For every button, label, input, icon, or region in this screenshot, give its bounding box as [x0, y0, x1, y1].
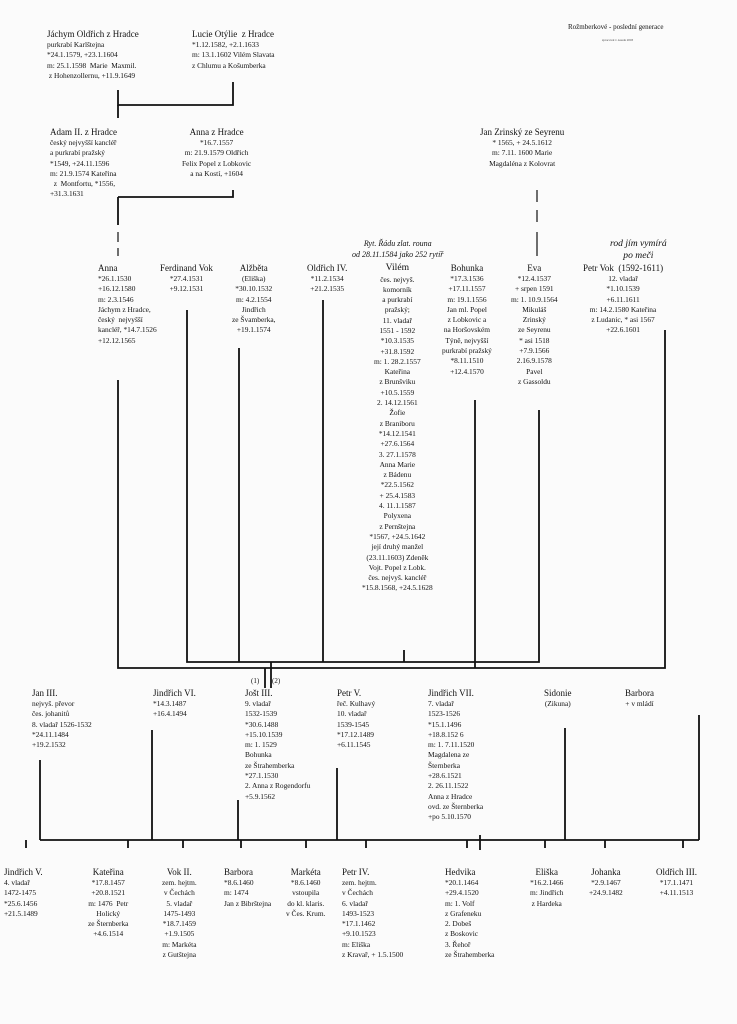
person-detail-line: komorník: [382, 284, 412, 294]
person-detail-line: čes. johanitů: [32, 709, 70, 719]
person-jindrich-v: [4, 866, 43, 919]
person-name: Bohunka: [450, 263, 484, 273]
person-detail-line: *22.5.1562: [380, 480, 414, 490]
person-detail-line: +10.5.1559: [380, 387, 415, 397]
person-detail-line: z Kravař, + 1.5.1500: [342, 950, 404, 960]
person-detail-line: Anna z Hradce: [428, 791, 473, 801]
person-name: Jindřich VII.: [428, 688, 474, 698]
person-detail-line: z Boskovic: [445, 929, 479, 939]
person-detail-line: kancléř, *14.7.1526: [98, 325, 157, 335]
person-detail-line: a na Kostí, +1604: [190, 168, 243, 178]
person-detail-line: +20.8.1521: [91, 888, 126, 898]
person-detail-line: Jan z Bibrštejna: [224, 898, 272, 908]
person-detail-line: z Chlumu a Košumberka: [192, 60, 266, 70]
person-name: Barbora: [625, 688, 654, 698]
person-detail-line: 11. vladař: [382, 315, 412, 325]
person-detail-line: m: 2.3.1546: [98, 294, 134, 304]
person-detail-line: (Zikuna): [544, 699, 571, 708]
person-name: Jan Zrinský ze Seyrenu: [480, 127, 565, 137]
person-detail-line: Jáchym z Hradce,: [98, 304, 151, 314]
person-detail-line: 1493-1523: [342, 908, 375, 918]
person-anna: [98, 262, 157, 346]
person-name: Eliška: [535, 867, 558, 877]
page-header-subtitle: zpracoval v. kouda 2003: [602, 38, 634, 42]
person-detail-line: 12. vladař: [608, 274, 638, 283]
person-detail-line: *12.4.1537: [517, 274, 551, 283]
person-jachym-oldrich: [47, 28, 139, 81]
order-annotation: Ryt. Řádu zlat. rouna od 28.11.1584 jako 252 rytíř: [352, 239, 444, 259]
person-detail-line: český nejvyšší kancléř: [50, 138, 117, 147]
person-detail-line: z Braniboru: [379, 418, 415, 428]
person-detail-line: *10.3.1535: [380, 336, 414, 346]
person-detail-line: *15.8.1568, +24.5.1628: [362, 583, 433, 593]
person-detail-line: Jan ml. Popel: [446, 304, 487, 314]
person-jindrich-vii: [428, 687, 483, 823]
person-detail-line: zem. hejtm.: [342, 878, 377, 887]
person-detail-line: +5.9.1562: [245, 791, 276, 801]
person-detail-line: *16.7.1557: [199, 138, 234, 147]
person-detail-line: Pavel: [526, 366, 543, 376]
person-detail-line: *17.8.1457: [91, 878, 125, 887]
person-detail-line: +12.12.1565: [98, 335, 136, 345]
person-detail-line: 10. vladař: [337, 709, 367, 719]
person-name: Jindřich VI.: [153, 688, 196, 698]
person-detail-line: +31.8.1592: [380, 346, 415, 356]
person-detail-line: Kateřina: [384, 367, 411, 377]
person-detail-line: Polyxena: [383, 511, 412, 521]
person-detail-line: m: 1. Volf: [445, 898, 475, 908]
person-detail-line: *24.1.1579, +23.1.1604: [47, 50, 118, 60]
person-detail-line: m: 19.1.1556: [447, 294, 487, 304]
person-detail-line: *1567, +24.5.1642: [369, 531, 426, 541]
person-name: Markéta: [290, 867, 321, 877]
person-petr-v: [337, 687, 375, 750]
person-name: Jindřich V.: [4, 867, 43, 877]
person-detail-line: Magdalena ze: [428, 750, 470, 760]
person-detail-line: *1.12.1582, +2.1.1633: [192, 40, 259, 49]
person-vilem: [362, 262, 433, 594]
person-detail-line: 1539-1545: [337, 719, 370, 729]
person-detail-line: z Pernštejna: [379, 521, 416, 531]
person-bohunka: [442, 262, 492, 377]
person-detail-line: *8.11.1510: [450, 356, 484, 366]
person-marketa: [286, 866, 325, 919]
person-detail-line: +6.11.1545: [337, 740, 371, 750]
person-detail-line: *30.10.1532: [235, 284, 273, 294]
person-name: Adam II. z Hradce: [50, 127, 117, 137]
person-detail-line: *16.2.1466: [530, 878, 564, 887]
person-petr-vok: [583, 262, 663, 336]
person-name: Petr IV.: [342, 867, 370, 877]
person-detail-line: *27.1.1530: [245, 771, 279, 781]
person-detail-line: m: 1. 7.11.1520: [428, 740, 475, 750]
person-ferdinand-vok: [160, 262, 213, 295]
person-detail-line: +27.6.1564: [380, 439, 415, 449]
person-detail-line: 1532-1539: [245, 709, 278, 719]
person-detail-line: Magdaléna z Kolovrat: [489, 158, 556, 168]
person-detail-line: + v mládí: [625, 699, 654, 708]
person-detail-line: *1.10.1539: [606, 284, 640, 294]
person-name: Eva: [527, 263, 542, 273]
person-oldrich-iii: [656, 866, 697, 899]
person-detail-line: *25.6.1456: [4, 898, 38, 908]
person-jan-iii: [32, 687, 92, 750]
person-detail-line: +17.11.1557: [448, 284, 486, 294]
person-detail-line: Šternberka: [428, 760, 461, 770]
person-detail-line: (Eliška): [242, 274, 266, 283]
person-alzbeta: [232, 262, 276, 336]
person-name: Petr Vok (1592-1611): [583, 263, 664, 273]
person-johanka: [589, 866, 623, 899]
person-detail-line: m: 13.1.1602 Vilém Slavata: [192, 50, 275, 60]
person-detail-line: m: 14.2.1580 Kateřina: [589, 304, 657, 314]
person-name: Sidonie: [544, 688, 572, 698]
person-detail-line: * 1565, + 24.5.1612: [492, 138, 552, 147]
person-detail-line: zem. hejtm.: [162, 878, 197, 887]
person-detail-line: m: 1. 10.9.1564: [511, 294, 558, 304]
person-detail-line: +19.2.1532: [32, 740, 66, 750]
person-detail-line: Jindřich: [241, 304, 266, 314]
person-name: Ferdinand Vok: [160, 263, 213, 273]
person-detail-line: pražský;: [384, 305, 410, 315]
person-name: Jošt III.: [245, 688, 273, 698]
person-eva: [511, 262, 558, 387]
person-detail-line: +9.10.1523: [342, 929, 376, 939]
person-detail-line: *17.12.1489: [337, 729, 374, 739]
person-detail-line: Mikuláš: [522, 304, 547, 314]
person-name: Barbora: [224, 867, 253, 877]
person-detail-line: 2. Anna z Rogendorfu: [245, 781, 311, 791]
person-detail-line: český nejvyšší: [98, 315, 143, 325]
person-detail-line: m: 1. 1529: [245, 740, 277, 750]
person-detail-line: m: Jindřich: [530, 888, 564, 898]
person-detail-line: v Čechách: [342, 888, 373, 898]
person-name: Jan III.: [32, 688, 58, 698]
person-barbora: [224, 866, 271, 909]
person-detail-line: z Brunšviku: [379, 377, 416, 387]
extinct-annotation: rod jím vymírá po meči: [610, 238, 667, 261]
person-detail-line: *17.3.1536: [450, 274, 484, 283]
person-detail-line: 5. vladař: [166, 898, 193, 908]
person-detail-line: 2.16.9.1578: [516, 356, 552, 366]
person-detail-line: 4. vladař: [4, 878, 30, 887]
person-detail-line: ze Šternberka: [88, 919, 129, 929]
person-name: Alžběta: [239, 263, 268, 273]
person-name: Johanka: [591, 867, 621, 877]
person-detail-line: m: 7.11. 1600 Marie: [491, 148, 553, 158]
person-detail-line: +28.6.1521: [428, 771, 462, 781]
person-detail-line: *17.1.1471: [659, 878, 694, 887]
person-detail-line: *18.7.1459: [162, 919, 196, 929]
person-detail-line: + srpen 1591: [514, 284, 554, 294]
person-detail-line: *20.1.1464: [445, 878, 479, 887]
person-name: Petr V.: [337, 688, 362, 698]
person-detail-line: na Horšovském: [443, 325, 491, 335]
person-detail-line: *14.3.1487: [153, 699, 187, 708]
person-detail-line: její druhý manžel: [371, 542, 424, 552]
person-detail-line: a purkrabí pražský: [50, 148, 105, 158]
person-detail-line: Žofie: [389, 408, 406, 418]
person-detail-line: +po 5.10.1570: [428, 812, 471, 822]
person-detail-line: z Hardeka: [531, 898, 562, 908]
person-detail-line: +22.6.1601: [606, 325, 640, 335]
person-detail-line: +1.9.1505: [164, 929, 195, 939]
person-detail-line: 3. 27.1.1578: [378, 449, 416, 459]
person-petr-iv: [342, 866, 403, 960]
person-name: Anna: [98, 263, 118, 273]
person-detail-line: purkrabí Karlštejna: [47, 40, 105, 49]
person-detail-line: +29.4.1520: [445, 888, 479, 898]
person-name: Vok II.: [166, 867, 192, 877]
person-detail-line: z Ludanic, * asi 1567: [591, 315, 655, 325]
person-detail-line: + 25.4.1583: [379, 490, 416, 500]
person-detail-line: +18.8.152 6: [428, 729, 464, 739]
person-jindrich-vi: [153, 687, 196, 720]
person-sidonie: [544, 687, 572, 709]
person-detail-line: Anna Marie: [379, 459, 416, 469]
person-detail-line: ze Štrahemberka: [445, 950, 495, 960]
person-detail-line: m: Markéta: [162, 939, 197, 949]
person-detail-line: (23.11.1603) Zdeněk: [366, 552, 429, 562]
person-detail-line: *27.4.1531: [169, 274, 204, 283]
person-name: Anna z Hradce: [189, 127, 244, 137]
person-detail-line: z Hohenzollernu, +11.9.1649: [47, 70, 136, 80]
person-detail-line: +15.10.1539: [245, 729, 283, 739]
person-detail-line: 1472-1475: [4, 888, 37, 898]
person-detail-line: +12.4.1570: [450, 366, 484, 376]
person-detail-line: Týně, nejvyšší: [445, 335, 489, 345]
person-detail-line: ze Švamberka,: [232, 315, 276, 325]
person-detail-line: m: 1474: [224, 888, 249, 898]
person-detail-line: z Bádenu: [383, 470, 412, 480]
person-detail-line: *1549, +24.11.1596: [50, 158, 110, 168]
person-detail-line: *2.9.1467: [591, 878, 621, 887]
person-detail-line: 2. Dobeš: [445, 919, 472, 929]
person-detail-line: a purkrabí: [382, 295, 413, 305]
person-name: Lucie Otýlie z Hradce: [192, 29, 274, 39]
person-detail-line: *24.11.1484: [32, 729, 69, 739]
person-detail-line: z Grafeneku: [445, 908, 482, 918]
person-detail-line: *17.1.1462: [342, 919, 376, 929]
person-detail-line: +21.5.1489: [4, 908, 38, 918]
person-detail-line: m: Eliška: [342, 939, 371, 949]
person-detail-line: *26.1.1530: [98, 274, 132, 283]
person-detail-line: 8. vladař 1526-1532: [32, 719, 92, 729]
person-jost-iii: [245, 687, 310, 802]
marriage-marker-1: (1): [251, 677, 260, 685]
person-detail-line: 4. 11.1.1587: [379, 501, 416, 511]
person-detail-line: ze Seyrenu: [517, 325, 551, 335]
person-detail-line: z Montfortu, *1556,: [50, 179, 116, 189]
person-name: Vilém: [385, 262, 410, 273]
person-name: Oldřich III.: [656, 867, 697, 877]
person-detail-line: *30.6.1488: [245, 719, 279, 729]
person-jan-zrinsky: [480, 126, 564, 169]
person-detail-line: z Lobkovic a: [447, 315, 487, 325]
person-detail-line: +24.9.1482: [589, 888, 623, 898]
person-detail-line: *15.1.1496: [428, 719, 462, 729]
person-detail-line: m: 1476 Petr: [88, 898, 129, 908]
person-name: Kateřina: [92, 867, 124, 877]
person-detail-line: +16.4.1494: [153, 709, 187, 719]
person-detail-line: 7. vladař: [428, 699, 454, 708]
person-detail-line: m: 4.2.1554: [235, 294, 272, 304]
person-detail-line: 9. vladař: [245, 699, 271, 708]
person-detail-line: nejvyš. převor: [32, 699, 75, 708]
person-detail-line: 1523-1526: [428, 709, 461, 719]
person-detail-line: m: 21.9.1579 Oldřich: [184, 148, 249, 158]
page-header-title: Rožmberkové - poslední generace: [568, 23, 664, 31]
person-adam-ii: [50, 126, 117, 200]
person-detail-line: řeč. Kulhavý: [337, 699, 376, 708]
person-detail-line: Zrinský: [522, 315, 546, 325]
person-detail-line: +6.11.1611: [606, 294, 640, 304]
person-detail-line: Holický: [96, 908, 121, 918]
person-detail-line: +9.12.1531: [169, 284, 204, 294]
person-detail-line: m: 25.1.1598 Marie Maxmil.: [47, 60, 137, 70]
person-anna-z-hradce: [182, 126, 251, 179]
person-detail-line: do kl. klaris.: [287, 898, 325, 908]
person-katerina: [88, 866, 128, 940]
person-detail-line: +21.2.1535: [310, 284, 345, 294]
person-vok-ii: [162, 866, 197, 960]
person-lucie-otylie: [192, 28, 275, 71]
person-detail-line: z Gassoldu: [517, 376, 551, 386]
person-detail-line: m: 1. 28.2.1557: [374, 356, 421, 366]
person-detail-line: +16.12.1580: [98, 284, 136, 294]
marriage-marker-2: (2): [272, 677, 281, 685]
person-detail-line: +4.11.1513: [659, 888, 694, 898]
person-detail-line: ovd. ze Šternberka: [428, 801, 484, 811]
person-detail-line: m: 21.9.1574 Kateřina: [50, 168, 117, 178]
person-detail-line: +31.3.1631: [50, 189, 84, 199]
person-detail-line: 2. 26.11.1522: [428, 781, 469, 791]
person-detail-line: v Čes. Krum.: [286, 908, 326, 918]
person-detail-line: Bohunka: [245, 750, 272, 760]
person-detail-line: 3. Řehoř: [445, 939, 471, 949]
person-detail-line: +4.6.1514: [93, 929, 124, 939]
person-detail-line: 1551 - 1592: [379, 325, 416, 335]
person-detail-line: čes. nejvyš.: [380, 274, 415, 284]
person-detail-line: Felix Popel z Lobkovic: [182, 158, 252, 168]
person-detail-line: 2. 14.12.1561: [377, 398, 418, 408]
person-name: Oldřich IV.: [307, 263, 348, 273]
person-oldrich-iv: [307, 262, 347, 295]
person-detail-line: * asi 1518: [519, 335, 550, 345]
person-detail-line: 6. vladař: [342, 898, 368, 908]
person-detail-line: +19.1.1574: [236, 325, 271, 335]
person-detail-line: *8.6.1460: [224, 878, 254, 887]
person-detail-line: Vojt. Popel z Lobk.: [368, 562, 426, 572]
person-detail-line: v Čechách: [163, 888, 195, 898]
person-detail-line: čes. nejvyš. kancléř: [368, 573, 427, 583]
person-detail-line: *14.12.1541: [378, 428, 416, 438]
person-detail-line: purkrabí pražský: [442, 346, 492, 356]
person-detail-line: +7.9.1566: [519, 346, 550, 356]
person-barbora-young: [625, 687, 654, 709]
person-detail-line: 1475-1493: [163, 908, 196, 918]
person-detail-line: *11.2.1534: [310, 274, 344, 283]
person-name: Hedvika: [445, 867, 476, 877]
person-hedvika: [445, 866, 494, 960]
person-name: Jáchym Oldřich z Hradce: [47, 29, 139, 39]
person-detail-line: ze Štrahemberka: [245, 760, 295, 770]
person-detail-line: *8.6.1460: [290, 878, 321, 887]
person-eliska: [530, 866, 563, 909]
person-detail-line: z Gutštejna: [162, 950, 197, 960]
person-detail-line: vstoupila: [292, 888, 320, 898]
